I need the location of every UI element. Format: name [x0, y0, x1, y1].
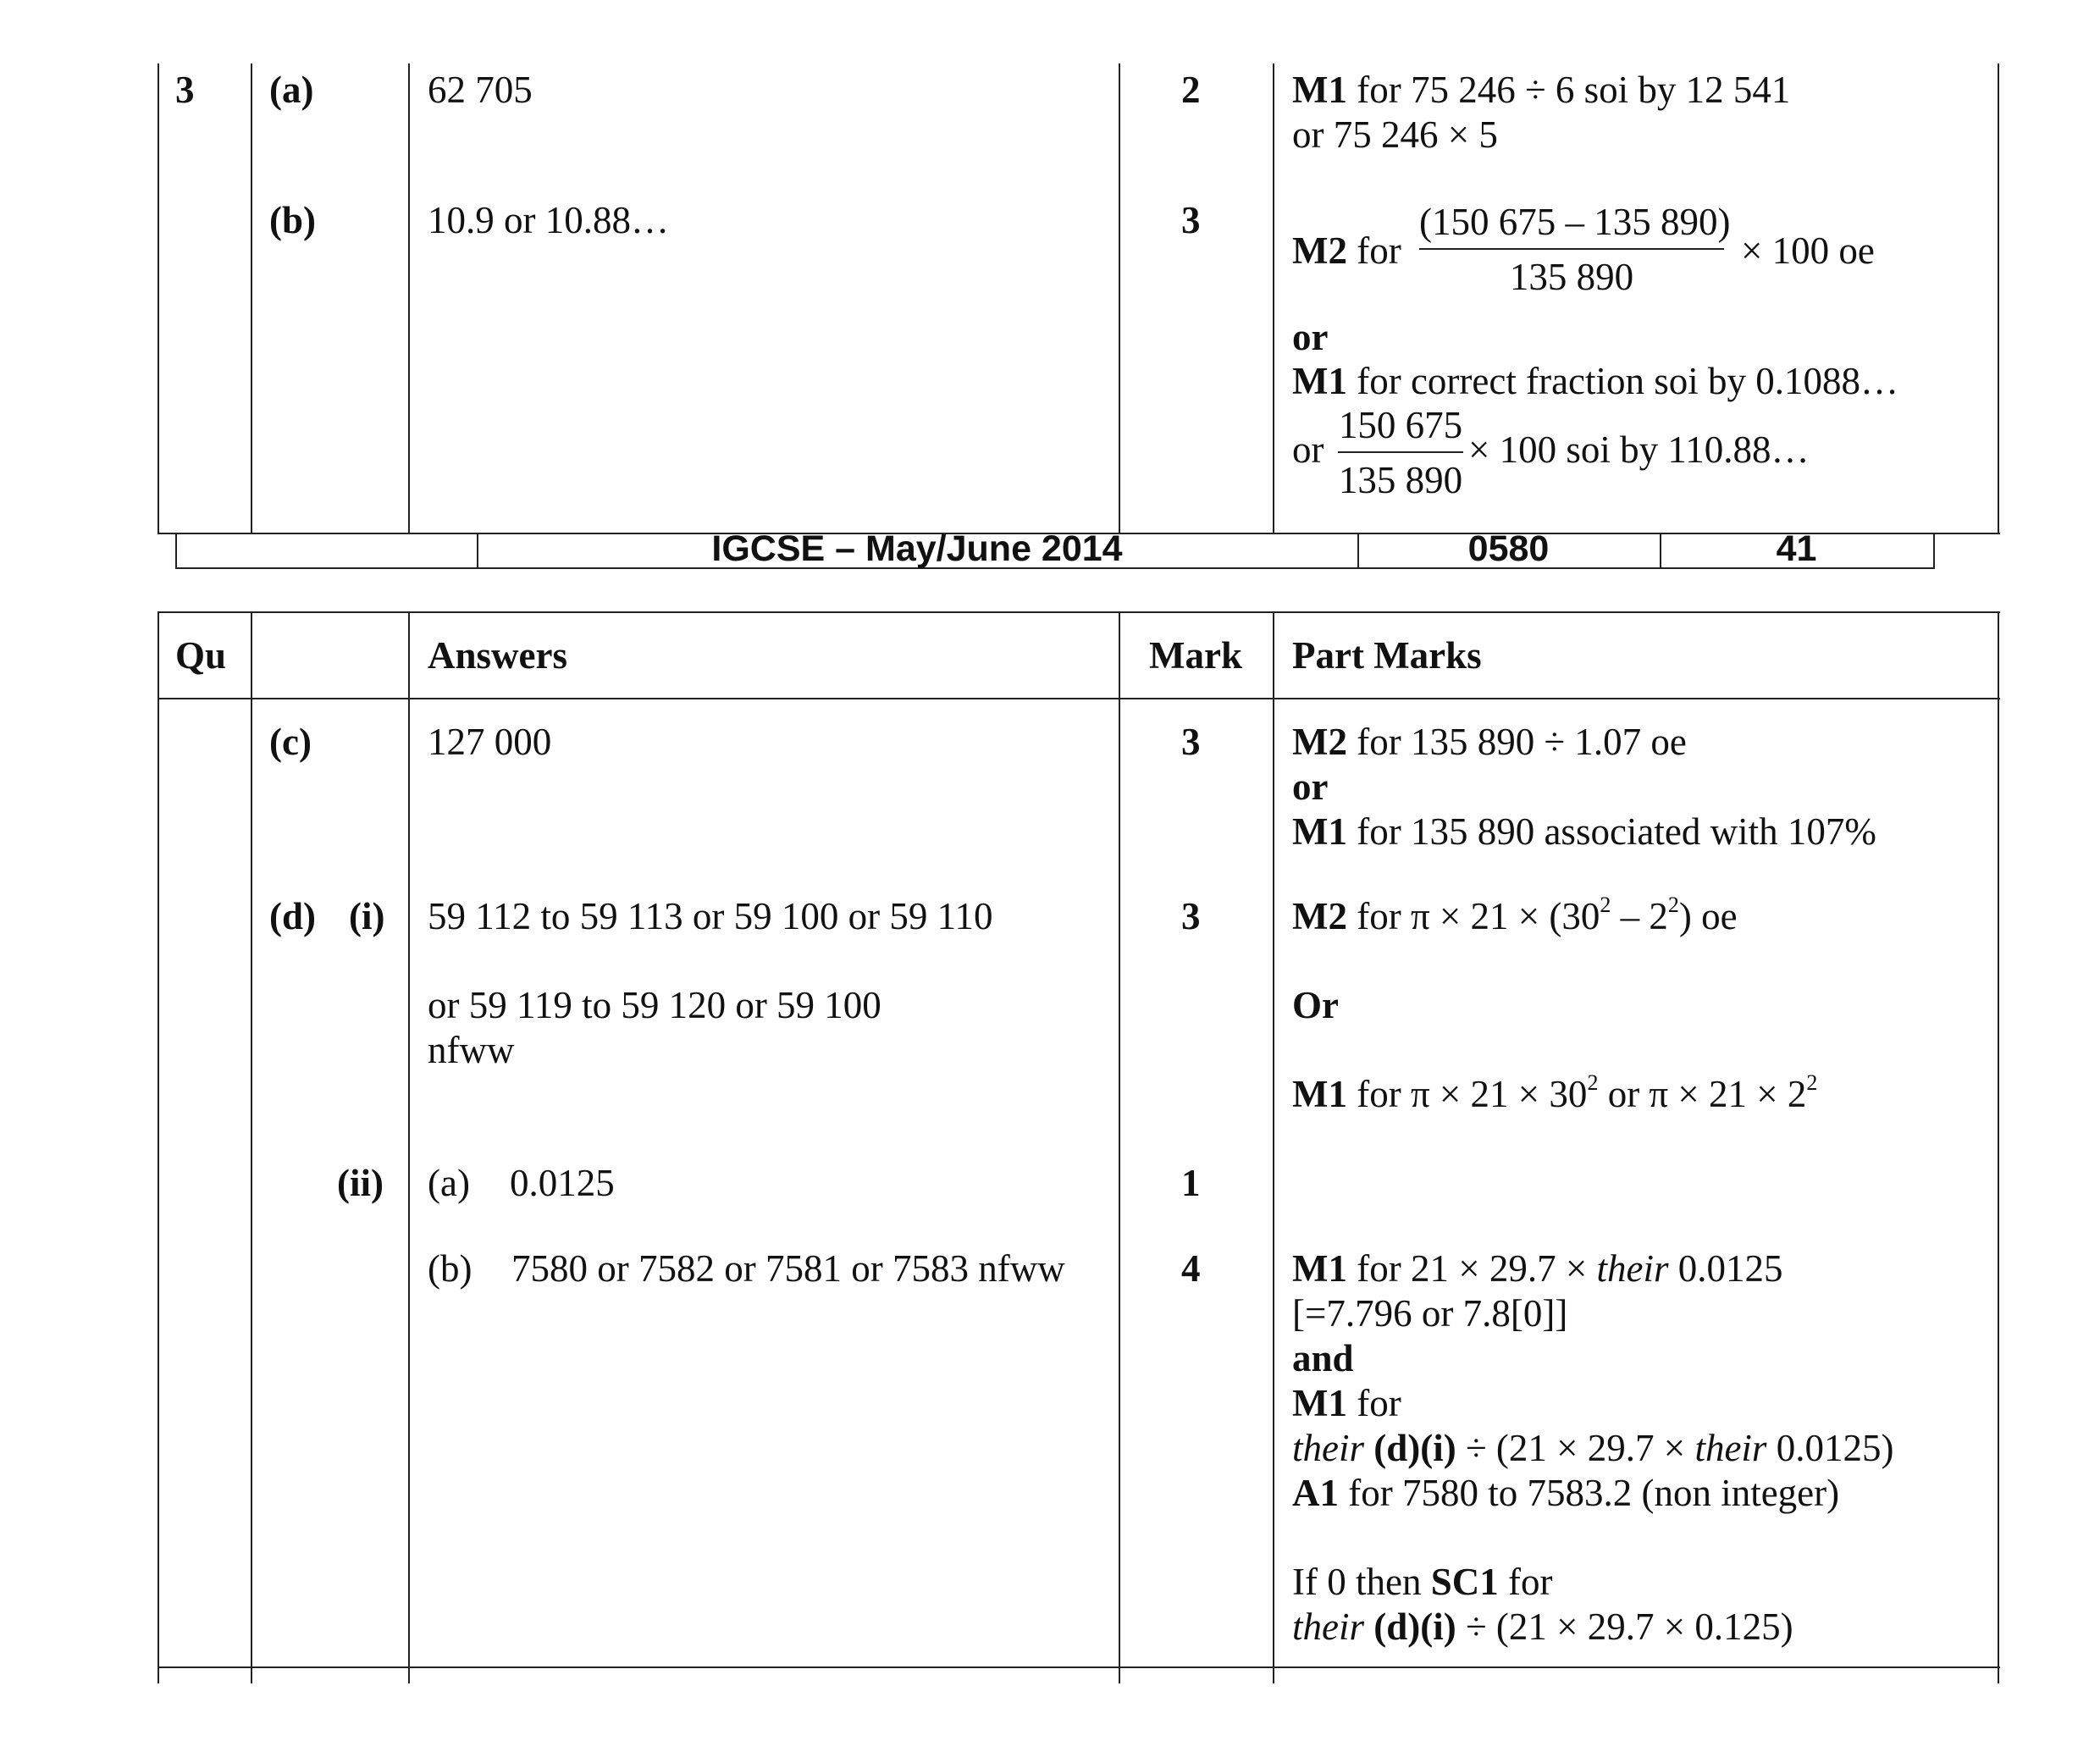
table-border-right [1998, 611, 1999, 1683]
fraction-bar [1419, 248, 1724, 250]
part-marks-d-ii-line6 [1292, 1471, 1839, 1516]
column-header-qu: Qu [175, 634, 227, 677]
top-border-right [1998, 64, 1999, 533]
part-marks-b-m1 [1292, 359, 1898, 404]
mark-a: 2 [1181, 69, 1201, 111]
part-marks-b-m2-suffix: × 100 oe [1741, 229, 1875, 272]
part-marks-text: for 7580 to 7583.2 (non integer) [1339, 1472, 1840, 1514]
table-col-divider-2 [408, 611, 410, 1683]
fraction-percentage-change [1419, 200, 1731, 300]
part-marks-a-line2: or 75 246 × 5 [1292, 113, 1498, 156]
method-code: M1 [1292, 1382, 1347, 1424]
part-marks-text: ÷ (21 × 29.7 × [1456, 1427, 1695, 1469]
part-reference: (d)(i) [1364, 1606, 1456, 1648]
part-marks-text: or π × 21 × 2 [1598, 1073, 1807, 1115]
part-marks-text: for [1498, 1561, 1553, 1603]
superscript: 2 [1806, 1070, 1818, 1095]
method-code: M1 [1292, 1073, 1347, 1115]
answer-d-ii-a: 0.0125 [510, 1162, 615, 1204]
answer-c: 127 000 [428, 721, 552, 763]
part-marks-text: 0.0125) [1766, 1427, 1894, 1469]
part-marks-d-ii-line2: [=7.796 or 7.8[0]] [1292, 1292, 1568, 1335]
part-marks-text: for 135 890 associated with 107% [1346, 810, 1876, 853]
fraction-denominator: 135 890 [1509, 256, 1634, 298]
part-label-c: (c) [269, 721, 312, 763]
table-col-divider-4 [1273, 611, 1274, 1683]
method-code: M1 [1292, 360, 1347, 402]
their-word: their [1292, 1606, 1364, 1648]
part-marks-c-line3 [1292, 810, 1876, 854]
subpart-label-i: (i) [349, 895, 385, 937]
answer-b: 10.9 or 10.88… [428, 199, 669, 241]
question-number: 3 [175, 69, 195, 111]
table-border-left [158, 611, 159, 1683]
mark-d-ii-a: 1 [1181, 1162, 1201, 1204]
table-top-border [158, 611, 2000, 613]
method-code: M1 [1292, 69, 1347, 111]
part-label-a: (a) [269, 69, 314, 111]
superscript: 2 [1667, 893, 1679, 917]
page-header-border-right [1933, 533, 1935, 569]
part-marks-d-ii-line1 [1292, 1246, 1782, 1291]
part-marks-text: – 2 [1611, 895, 1668, 937]
part-marks-text: for [1346, 1382, 1401, 1424]
superscript: 2 [1600, 893, 1611, 917]
answer-d-ii-a-label: (a) [428, 1162, 470, 1204]
part-marks-d-i-line2: Or [1292, 984, 1339, 1026]
part-marks-b-m2 [1292, 229, 1401, 274]
fraction-ratio [1338, 403, 1463, 503]
their-word: their [1694, 1427, 1767, 1469]
column-header-answers: Answers [428, 634, 567, 677]
fraction-numerator: (150 675 – 135 890) [1419, 201, 1731, 243]
table-header-bottom-border [158, 698, 2000, 699]
fraction-denominator: 135 890 [1338, 459, 1463, 501]
page-header-syllabus: 0580 [1467, 528, 1550, 569]
top-col-divider-2 [408, 64, 410, 533]
answer-d-i-line1: 59 112 to 59 113 or 59 100 or 59 110 [428, 895, 993, 937]
part-marks-d-i-line1 [1292, 894, 1738, 939]
part-label-d: (d) [269, 895, 316, 937]
their-word: their [1292, 1427, 1364, 1469]
mark-c: 3 [1181, 721, 1201, 763]
method-code: A1 [1292, 1472, 1339, 1514]
method-code: SC1 [1430, 1561, 1499, 1603]
top-col-divider-1 [251, 64, 252, 533]
part-marks-d-ii-line7 [1292, 1560, 1552, 1605]
part-marks-d-ii-line3: and [1292, 1337, 1354, 1379]
top-col-divider-3 [1119, 64, 1120, 533]
part-reference: (d)(i) [1364, 1427, 1456, 1469]
part-marks-text: for [1357, 229, 1401, 272]
part-marks-d-i-line3 [1292, 1072, 1817, 1117]
method-code: M1 [1292, 810, 1347, 853]
superscript: 2 [1587, 1070, 1599, 1095]
method-code: M2 [1292, 721, 1347, 763]
part-marks-text: 0.0125 [1668, 1247, 1783, 1290]
part-marks-text: If 0 then [1292, 1561, 1431, 1603]
column-header-part-marks: Part Marks [1292, 634, 1482, 677]
page-header-paper: 41 [1776, 528, 1817, 569]
part-marks-text: for 21 × 29.7 × [1346, 1247, 1597, 1290]
part-marks-text: ) oe [1678, 895, 1738, 937]
table-bottom-border [158, 1666, 2000, 1668]
part-marks-d-ii-line5 [1292, 1426, 1893, 1471]
part-marks-text: for π × 21 × 30 [1346, 1073, 1588, 1115]
mark-d-ii-b: 4 [1181, 1247, 1201, 1290]
part-marks-d-ii-line4 [1292, 1381, 1401, 1426]
answer-a: 62 705 [428, 69, 533, 111]
part-marks-text: for π × 21 × (30 [1346, 895, 1600, 937]
part-marks-b-or: or [1292, 316, 1329, 358]
part-marks-text: for 75 246 ÷ 6 soi by 12 541 [1346, 69, 1791, 111]
page-header-border-left [175, 533, 177, 569]
answer-d-ii-b: 7580 or 7582 or 7581 or 7583 nfww [511, 1247, 1065, 1290]
answer-d-i-line2: or 59 119 to 59 120 or 59 100 [428, 984, 881, 1026]
method-code: M1 [1292, 1247, 1347, 1290]
subpart-label-ii: (ii) [337, 1162, 384, 1204]
method-code: M2 [1292, 229, 1347, 272]
part-marks-text: for 135 890 ÷ 1.07 oe [1346, 721, 1687, 763]
part-marks-b-frac2-suffix: × 100 soi by 110.88… [1468, 428, 1810, 471]
top-border-left [158, 64, 159, 533]
their-word: their [1596, 1247, 1669, 1290]
table-col-divider-3 [1119, 611, 1120, 1683]
column-header-mark: Mark [1149, 634, 1242, 677]
part-marks-c-line1 [1292, 720, 1687, 765]
part-marks-text: for correct fraction soi by 0.1088… [1346, 360, 1899, 402]
fraction-numerator: 150 675 [1338, 404, 1463, 446]
mark-b: 3 [1181, 199, 1201, 241]
part-label-b: (b) [269, 199, 316, 241]
page-header-title: IGCSE – May/June 2014 [711, 528, 1123, 569]
part-marks-text: ÷ (21 × 29.7 × 0.125) [1456, 1606, 1793, 1648]
method-code: M2 [1292, 895, 1347, 937]
part-marks-b-or-prefix: or [1292, 428, 1324, 471]
part-marks-c-line2: or [1292, 765, 1329, 808]
answer-d-i-line3: nfww [428, 1029, 515, 1071]
answer-d-ii-b-label: (b) [428, 1247, 472, 1290]
top-col-divider-4 [1273, 64, 1274, 533]
part-marks-a-line1 [1292, 68, 1790, 113]
mark-d-i: 3 [1181, 895, 1201, 937]
fraction-bar [1338, 451, 1463, 453]
table-col-divider-1 [251, 611, 252, 1683]
part-marks-d-ii-line8 [1292, 1605, 1793, 1650]
